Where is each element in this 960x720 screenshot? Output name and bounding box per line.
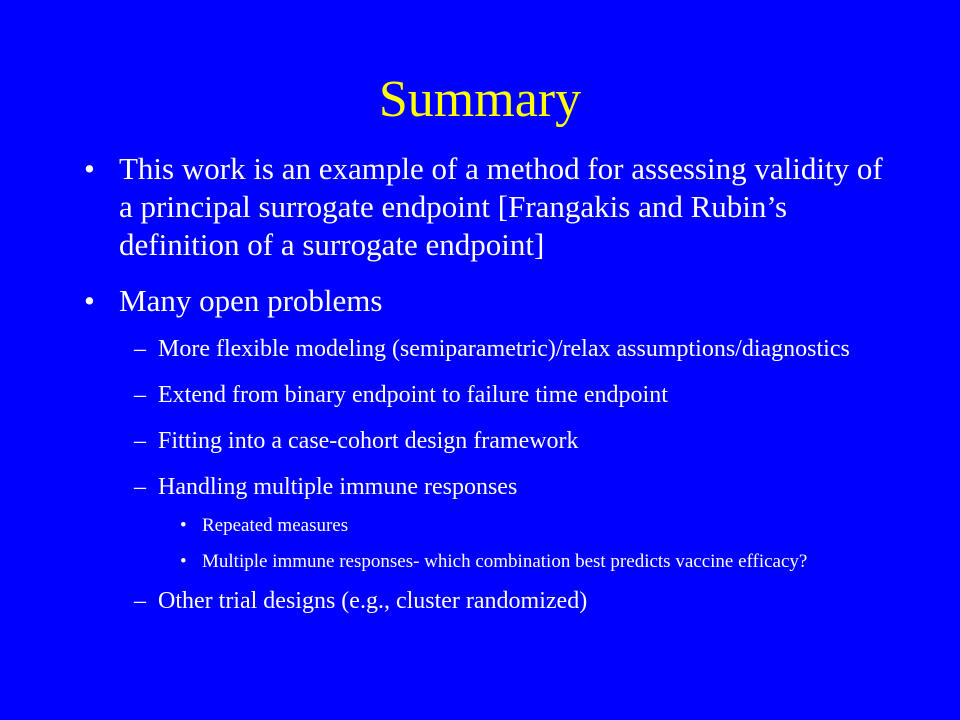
bullet-text: Many open problems: [119, 283, 383, 318]
dash-marker: –: [134, 474, 146, 500]
dash-marker: –: [134, 382, 146, 408]
sub-sub-bullet-text: Repeated measures: [202, 515, 349, 536]
sub-sub-bullet-combination: [80, 550, 900, 574]
sub-bullet-case-cohort: [80, 426, 900, 456]
sub-bullet-text: Handling multiple immune responses: [158, 474, 518, 500]
bullet-marker: •: [84, 283, 95, 318]
bullet-open-problems: [80, 282, 900, 320]
bullet-marker: •: [84, 151, 95, 186]
sub-bullet-text: Fitting into a case-cohort design framework: [158, 428, 579, 454]
sub-sub-bullet-text: Multiple immune responses- which combination best predicts vaccine efficacy?: [202, 551, 808, 572]
sub-bullet-text: Other trial designs (e.g., cluster randomized): [158, 588, 588, 614]
sub-bullet-text: Extend from binary endpoint to failure time endpoint: [158, 382, 668, 408]
dash-marker: –: [134, 588, 146, 614]
sub-bullet-flexible-modeling: [80, 334, 900, 364]
dash-marker: –: [134, 428, 146, 454]
bullet-text: This work is an example of a method for assessing validity of a principal surrogate endpoint [Frangakis and Rubin’s definition of a surrogate endpoint]: [119, 151, 883, 262]
dash-marker: –: [134, 336, 146, 362]
sub-sub-bullet-repeated-measures: [80, 514, 900, 538]
sub-bullet-failure-time: [80, 380, 900, 410]
sub-bullet-immune-responses: [80, 472, 900, 502]
slide-content: [80, 150, 900, 632]
sub-bullet-text: More flexible modeling (semiparametric)/relax assumptions/diagnostics: [158, 336, 850, 362]
slide-title: Summary: [378, 71, 582, 128]
bullet-marker: •: [180, 515, 187, 536]
bullet-marker: •: [180, 551, 187, 572]
sub-bullet-trial-designs: [80, 586, 900, 616]
bullet-method-summary: [80, 150, 900, 264]
